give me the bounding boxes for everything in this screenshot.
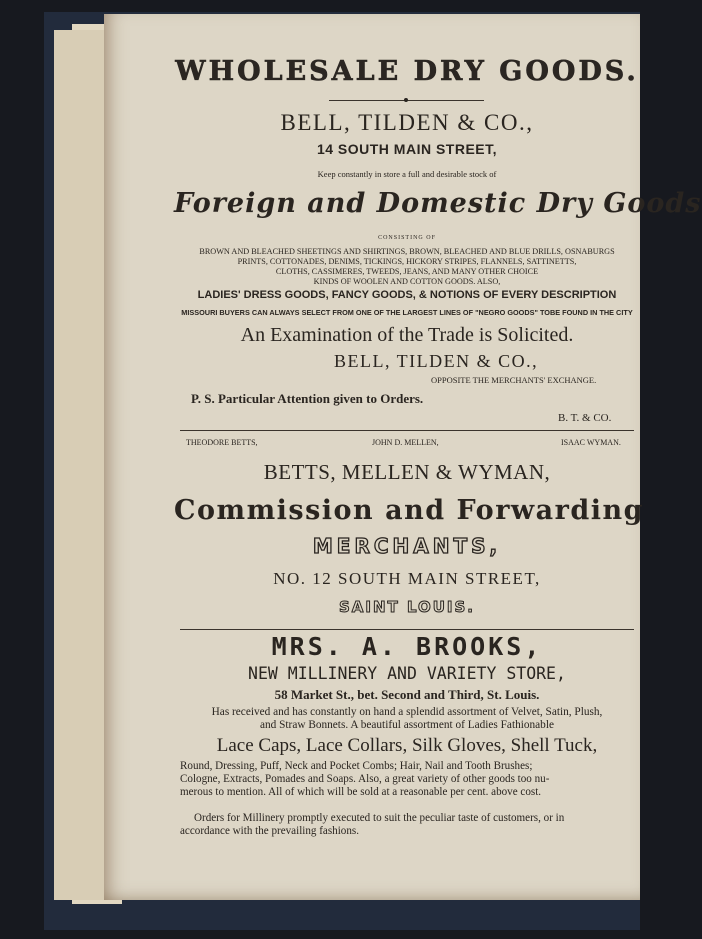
ad1-firm: BELL, TILDEN & CO., — [280, 110, 534, 135]
ad1-examination: An Examination of the Trade is Solicited. — [240, 324, 574, 346]
ad1-opposite: OPPOSITE THE MERCHANTS' EXCHANGE. — [431, 375, 597, 385]
ad1-postscript: P. S. Particular Attention given to Orders. — [191, 391, 424, 406]
ad3-name: MRS. A. BROOKS, — [271, 632, 543, 661]
paragraph-line: Orders for Millinery promptly executed to suit the peculiar taste of customers, or in — [194, 812, 565, 824]
ad1-consisting: CONSISTING OF — [378, 235, 436, 241]
ad1-missouri-line: MISSOURI BUYERS CAN ALWAYS SELECT FROM ONE OF THE LARGEST LINES OF "NEGRO GOODS" TOBE FOUND IN THE CITY — [181, 308, 633, 317]
ad1-address: 14 SOUTH MAIN STREET, — [316, 141, 498, 157]
paragraph-line: Has received and has constantly on hand a splendid assortment of Velvet, Satin, Plush, — [211, 706, 603, 718]
goods-line: KINDS OF WOOLEN AND COTTON GOODS. ALSO, — [313, 277, 501, 286]
ad2-business: Commission and Forwarding — [174, 495, 645, 526]
goods-line: PRINTS, COTTONADES, DENIMS, TICKINGS, HICKORY STRIPES, FLANNELS, SATTINETTS, — [237, 257, 577, 266]
ad1-goods-list — [174, 247, 640, 287]
ad1-goods-title: Foreign and Domestic Dry Goods — [174, 188, 702, 219]
partner-name: JOHN D. MELLEN, — [372, 438, 439, 447]
ad3-orders-paragraph — [180, 812, 638, 838]
ad1-firm-signature: BELL, TILDEN & CO., — [334, 351, 539, 371]
ad2-firm: BETTS, MELLEN & WYMAN, — [263, 460, 551, 484]
ad1-ladies-line: LADIES' DRESS GOODS, FANCY GOODS, & NOTIONS OF EVERY DESCRIPTION — [197, 289, 617, 301]
paragraph-line: accordance with the prevailing fashions. — [180, 825, 359, 837]
ad3-goods-paragraph — [180, 760, 638, 799]
ad3-address: 58 Market St., bet. Second and Third, St. Louis. — [274, 687, 540, 702]
ad1-heading: WHOLESALE DRY GOODS. — [175, 56, 639, 87]
goods-line: BROWN AND BLEACHED SHEETINGS AND SHIRTINGS, BROWN, BLEACHED AND BLUE DRILLS, OSNABURGS — [199, 247, 615, 256]
paragraph-line: merous to mention. All of which will be sold at a reasonable per cent. above cost. — [180, 786, 542, 798]
ad3-intro-paragraph — [174, 706, 640, 732]
paragraph-line: Round, Dressing, Puff, Neck and Pocket Combs; Hair, Nail and Tooth Brushes; — [180, 760, 533, 772]
ad3-featured-goods: Lace Caps, Lace Collars, Silk Gloves, Shell Tuck, — [216, 735, 598, 756]
goods-line: CLOTHS, CASSIMERES, TWEEDS, JEANS, AND MANY OTHER CHOICE — [275, 267, 539, 276]
section-divider — [180, 430, 634, 431]
ad2-address: NO. 12 SOUTH MAIN STREET, — [273, 569, 541, 588]
paragraph-line: and Straw Bonnets. A beautiful assortment of Ladies Fathionable — [260, 719, 554, 731]
ad1-initials: B. T. & CO. — [558, 412, 612, 424]
ad3-store: NEW MILLINERY AND VARIETY STORE, — [248, 664, 566, 683]
ad2-merchants: MERCHANTS, — [312, 534, 502, 558]
section-divider — [180, 629, 634, 630]
page-content — [174, 14, 702, 900]
partner-name: THEODORE BETTS, — [186, 438, 258, 447]
ornament-dot — [404, 98, 408, 102]
partner-name: ISAAC WYMAN. — [561, 438, 621, 447]
paragraph-line: Cologne, Extracts, Pomades and Soaps. Also, a great variety of other goods too nu- — [180, 773, 550, 785]
document-page — [104, 14, 702, 900]
ad2-city: SAINT LOUIS. — [338, 598, 476, 616]
ad1-keep-text: Keep constantly in store a full and desirable stock of — [317, 169, 497, 179]
